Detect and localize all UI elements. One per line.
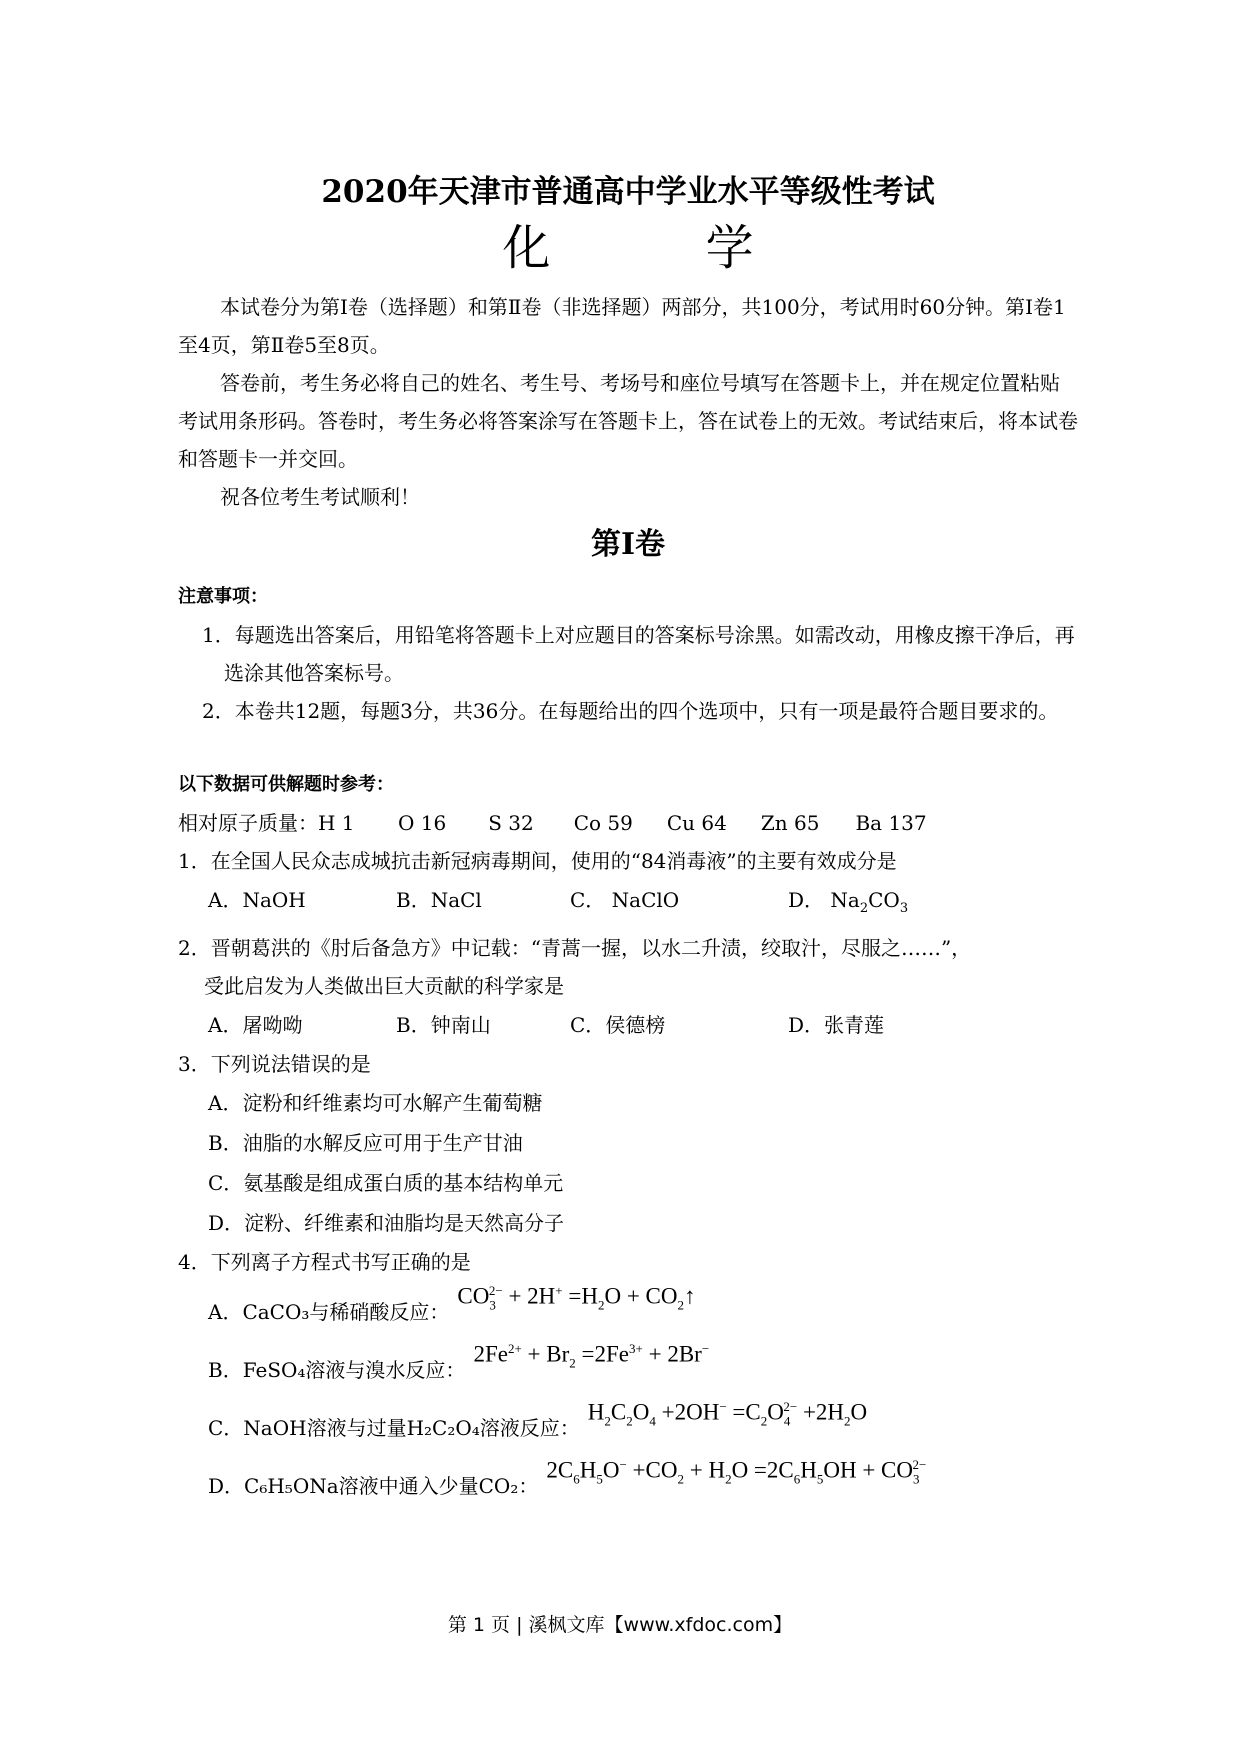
reference-heading: 以下数据可供解题时参考： bbox=[178, 774, 394, 795]
q4-option-d bbox=[178, 1455, 1078, 1513]
q4-option-b bbox=[178, 1339, 1078, 1397]
question-3-stem: 3．下列说法错误的是 bbox=[178, 1052, 371, 1076]
q4-option-d-label: D．C₆H₅ONa溶液中通入少量CO₂： bbox=[208, 1473, 539, 1498]
question-1 bbox=[178, 842, 1078, 880]
intro-paragraph-2: 答卷前，考生务必将自己的姓名、考生号、考场号和座位号填写在答题卡上，并在规定位置粘贴考试用条形码。答卷时，考生务必将答案涂写在答题卡上，答在试卷上的无效。考试结束后，将本试卷和答题卡一并交回。 bbox=[178, 371, 1078, 471]
note-2: 2．本卷共12题，每题3分，共36分。在每题给出的四个选项中，只有一项是最符合题目要求的。 bbox=[202, 699, 1059, 723]
mass-ba: Ba 137 bbox=[855, 811, 927, 835]
q3-option-c: C．氨基酸是组成蛋白质的基本结构单元 bbox=[208, 1171, 564, 1195]
question-4-stem: 4．下列离子方程式书写正确的是 bbox=[178, 1250, 471, 1274]
q4-option-c-equation: $H_2C_2O_4 +2OH^- =C_2O_4^{2-} +2H_2O$ bbox=[587, 1398, 868, 1429]
q4-option-c-label: C．NaOH溶液与过量H₂C₂O₄溶液反应： bbox=[208, 1415, 580, 1440]
question-2-stem-line-1: 2．晋朝葛洪的《肘后备急方》中记载：“青蒿一握，以水二升渍，绞取汁，尽服之……”， bbox=[178, 936, 972, 960]
q4-option-a-label: A．CaCO₃与稀硝酸反应： bbox=[208, 1299, 450, 1324]
q2-option-c: C．侯德榜 bbox=[570, 1013, 666, 1037]
mass-cu: Cu 64 bbox=[666, 811, 727, 835]
subject-title: 化 学 bbox=[502, 220, 824, 276]
q4-option-b-label: B．FeSO₄溶液与溴水反应： bbox=[208, 1357, 466, 1382]
question-2-stem-line-2: 受此启发为人类做出巨大贡献的科学家是 bbox=[204, 974, 564, 998]
mass-zn: Zn 65 bbox=[760, 811, 820, 835]
q2-option-a: A．屠呦呦 bbox=[208, 1013, 303, 1037]
note-1: 1．每题选出答案后，用铅笔将答题卡上对应题目的答案标号涂黑。如需改动，用橡皮擦干净后，再选涂其他答案标号。 bbox=[202, 623, 1075, 685]
question-2 bbox=[178, 929, 1078, 1005]
q3-option-d: D．淀粉、纤维素和油脂均是天然高分子 bbox=[208, 1211, 565, 1235]
q4-option-d-equation: $2C_6H_5O^- +CO_2 + H_2O =2C_6H_5OH + CO_3^{2-}$ bbox=[546, 1456, 927, 1487]
q2-option-d: D．张青莲 bbox=[788, 1013, 885, 1037]
notes-heading: 注意事项： bbox=[178, 586, 268, 607]
question-2-options bbox=[178, 1005, 1078, 1045]
page-footer: 第 1 页 | 溪枫文库【www.xfdoc.com】 bbox=[447, 1614, 793, 1636]
mass-s: S 32 bbox=[488, 811, 534, 835]
q3-option-b: B．油脂的水解反应可用于生产甘油 bbox=[208, 1131, 523, 1155]
q4-option-a bbox=[178, 1281, 1078, 1339]
q1-option-b: B．NaCl bbox=[396, 888, 482, 912]
exam-page bbox=[178, 170, 1078, 1513]
q1-option-d: D． $Na_2CO_3$ bbox=[788, 888, 909, 916]
mass-label: 相对原子质量： bbox=[178, 811, 318, 835]
q4-option-a-equation: $CO_3^{2-} + 2H^+ =H_2O$ + $CO_2↑$ bbox=[457, 1282, 696, 1313]
mass-h: H 1 bbox=[318, 811, 355, 835]
intro-paragraph-1: 本试卷分为第Ⅰ卷（选择题）和第Ⅱ卷（非选择题）两部分，共100分，考试用时60分钟。第Ⅰ卷1至4页，第Ⅱ卷5至8页。 bbox=[178, 295, 1066, 357]
atomic-mass-line bbox=[178, 804, 1078, 842]
q4-option-b-equation: $2Fe^{2+} + Br_2 =2Fe^{3+} + 2Br^-$ bbox=[473, 1340, 710, 1371]
question-1-stem: 1．在全国人民众志成城抗击新冠病毒期间，使用的“84消毒液”的主要有效成分是 bbox=[178, 849, 897, 873]
question-1-options bbox=[178, 880, 1078, 929]
exam-title: 2020年天津市普通高中学业水平等级性考试 bbox=[321, 174, 935, 210]
section-title: 第I卷 bbox=[590, 527, 666, 562]
q2-option-b: B．钟南山 bbox=[396, 1013, 491, 1037]
mass-co: Co 59 bbox=[573, 811, 633, 835]
q3-option-a: A．淀粉和纤维素均可水解产生葡萄糖 bbox=[208, 1091, 543, 1115]
q4-option-c bbox=[178, 1397, 1078, 1455]
q1-option-a: A．NaOH bbox=[208, 888, 306, 912]
mass-o: O 16 bbox=[398, 811, 447, 835]
intro-paragraph-3: 祝各位考生考试顺利！ bbox=[220, 485, 420, 509]
q1-option-c: C． NaClO bbox=[570, 888, 680, 912]
